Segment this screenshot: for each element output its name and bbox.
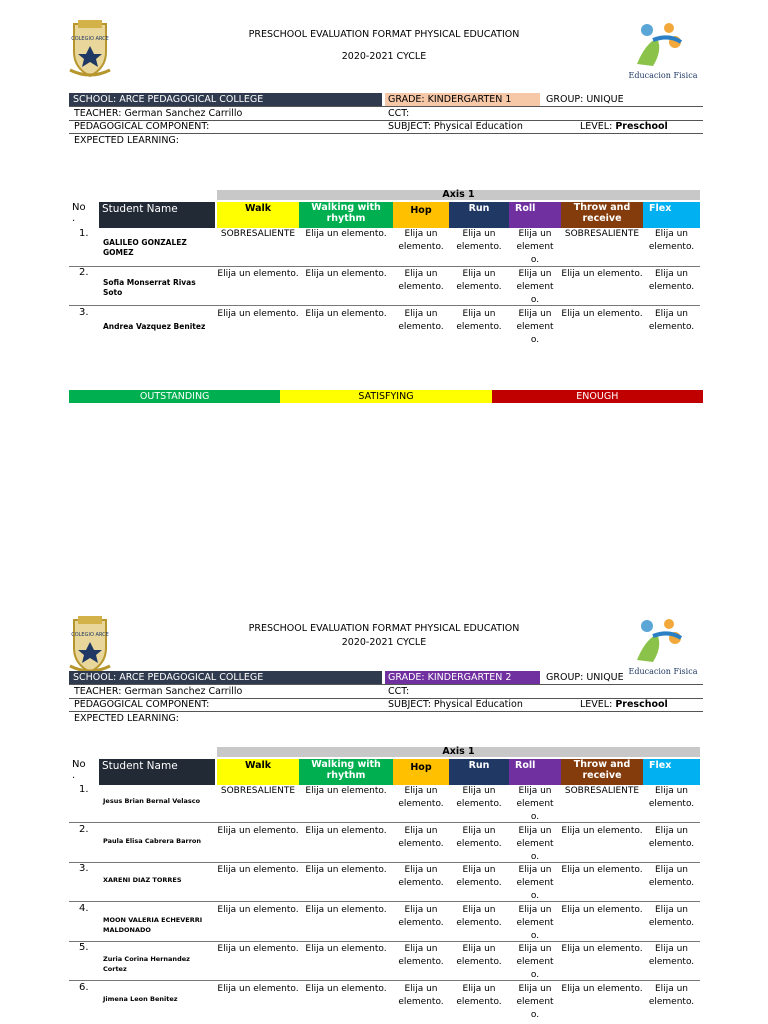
student-name: XARENI DIAZ TORRES bbox=[103, 876, 182, 884]
no-column-header: No . bbox=[72, 202, 86, 224]
grade-select[interactable]: Elija un elemento. bbox=[561, 944, 643, 954]
grade-select[interactable]: Elija un elemento. bbox=[217, 825, 299, 836]
grade-select[interactable]: Elija un elemento. bbox=[398, 944, 444, 967]
grade-select[interactable]: Elija un elemento. bbox=[648, 865, 695, 888]
col-run: Run bbox=[449, 759, 509, 785]
document-title: PRESCHOOL EVALUATION FORMAT PHYSICAL EDUCATION bbox=[248, 29, 520, 40]
school-label: SCHOOL: ARCE PEDAGOGICAL COLLEGE bbox=[69, 93, 382, 106]
row-number: 2. bbox=[79, 823, 89, 835]
row-number: 6. bbox=[79, 981, 89, 993]
info-row-component bbox=[69, 120, 703, 134]
col-walk: Walk bbox=[217, 202, 299, 228]
student-name: GALILEO GONZALEZ GOMEZ bbox=[103, 238, 187, 257]
grade-select[interactable]: Elija un elemento. bbox=[305, 229, 387, 239]
grade-select[interactable]: Elija un element o. bbox=[516, 825, 554, 862]
component-label: PEDAGOGICAL COMPONENT: bbox=[74, 121, 210, 132]
grade-select[interactable]: Elija un elemento. bbox=[561, 904, 643, 915]
level-label: LEVEL: Preschool bbox=[580, 121, 668, 132]
grade-select[interactable]: Elija un elemento. bbox=[456, 786, 502, 809]
grade-select[interactable]: Elija un elemento. bbox=[305, 825, 387, 836]
col-walking-rhythm: Walking with rhythm bbox=[299, 202, 393, 228]
grade-select[interactable]: Elija un element o. bbox=[516, 786, 554, 822]
grade-select[interactable]: SOBRESALIENTE bbox=[564, 786, 640, 796]
grade-select[interactable]: Elija un element o. bbox=[516, 269, 554, 305]
row-number: 5. bbox=[79, 942, 89, 953]
student-name: Paula Elisa Cabrera Barron bbox=[103, 836, 202, 845]
legend-outstanding: OUTSTANDING bbox=[69, 390, 280, 403]
expected-learning-label: EXPECTED LEARNING: bbox=[74, 135, 179, 146]
grade-select[interactable]: Elija un elemento. bbox=[648, 229, 695, 252]
group-label: GROUP: UNIQUE bbox=[546, 672, 624, 683]
grade-select[interactable]: SOBRESALIENTE bbox=[564, 229, 640, 239]
grade-select[interactable]: Elija un elemento. bbox=[305, 309, 387, 319]
info-row-teacher bbox=[69, 107, 703, 121]
grade-select[interactable]: Elija un elemento. bbox=[456, 309, 502, 332]
row-divider bbox=[69, 980, 700, 981]
grade-legend bbox=[69, 390, 703, 403]
svg-text:COLEGIO ARCE: COLEGIO ARCE bbox=[71, 632, 109, 638]
physical-education-logo bbox=[617, 20, 709, 82]
row-number: 2. bbox=[79, 267, 89, 278]
evaluation-table-2 bbox=[69, 747, 700, 1024]
row-divider bbox=[69, 822, 700, 823]
row-divider bbox=[69, 862, 700, 863]
grade-select[interactable]: Elija un elemento. bbox=[305, 269, 387, 279]
row-number: 4. bbox=[79, 902, 89, 914]
grade-select[interactable]: Elija un elemento. bbox=[648, 904, 695, 928]
row-number: 1. bbox=[79, 228, 89, 239]
grade-select[interactable]: Elija un elemento. bbox=[456, 983, 502, 1007]
grade-select[interactable]: Elija un element o. bbox=[516, 865, 554, 901]
college-crest-logo bbox=[68, 18, 112, 80]
grade-select[interactable]: Elija un elemento. bbox=[398, 269, 444, 292]
row-divider bbox=[69, 266, 700, 267]
grade-select[interactable]: SOBRESALIENTE bbox=[220, 229, 296, 239]
grade-select[interactable]: Elija un elemento. bbox=[305, 865, 387, 875]
teacher-label: TEACHER: German Sanchez Carrillo bbox=[74, 686, 243, 697]
grade-select[interactable]: SOBRESALIENTE bbox=[220, 786, 296, 796]
info-row-component bbox=[69, 698, 703, 712]
teacher-label: TEACHER: German Sanchez Carrillo bbox=[74, 108, 243, 119]
col-hop: Hop bbox=[393, 759, 449, 785]
grade-select[interactable]: Elija un elemento. bbox=[305, 944, 387, 954]
student-name: Sofia Monserrat Rivas Soto bbox=[103, 278, 196, 297]
col-throw-receive: Throw and receive bbox=[561, 759, 643, 785]
cycle-title: 2020-2021 CYCLE bbox=[341, 637, 427, 648]
grade-select[interactable]: Elija un elemento. bbox=[456, 865, 502, 888]
grade-select[interactable]: Elija un elemento. bbox=[561, 825, 643, 836]
col-roll: Roll bbox=[509, 759, 561, 785]
grade-select[interactable]: Elija un element o. bbox=[516, 904, 554, 941]
grade-select[interactable]: Elija un elemento. bbox=[217, 309, 299, 319]
grade-select[interactable]: Elija un elemento. bbox=[217, 269, 299, 279]
subject-label: SUBJECT: Physical Education bbox=[388, 121, 523, 132]
row-number: 3. bbox=[79, 307, 89, 318]
grade-select[interactable]: Elija un elemento. bbox=[217, 865, 299, 875]
college-crest-logo bbox=[68, 614, 112, 676]
group-label: GROUP: UNIQUE bbox=[546, 94, 624, 105]
grade-select[interactable]: Elija un elemento. bbox=[648, 825, 695, 849]
grade-select[interactable]: Elija un elemento. bbox=[456, 269, 502, 292]
student-name: Andrea Vazquez Benitez bbox=[103, 322, 206, 331]
grade-select[interactable]: Elija un elemento. bbox=[561, 269, 643, 279]
grade-select[interactable]: Elija un elemento. bbox=[648, 944, 695, 967]
legend-enough: ENOUGH bbox=[492, 390, 703, 403]
grade-select[interactable]: Elija un elemento. bbox=[398, 904, 444, 928]
student-name: MOON VALERIA ECHEVERRI MALDONADO bbox=[103, 915, 203, 934]
svg-text:Educacion Fisica: Educacion Fisica bbox=[628, 71, 698, 80]
info-row-school bbox=[69, 93, 703, 107]
info-row-expected bbox=[69, 712, 703, 725]
student-name-header: Student Name bbox=[99, 759, 215, 785]
grade-select[interactable]: Elija un elemento. bbox=[648, 269, 695, 292]
grade-select[interactable]: Elija un elemento. bbox=[217, 944, 299, 954]
row-number: 3. bbox=[79, 863, 89, 874]
grade-label: GRADE: KINDERGARTEN 1 bbox=[385, 93, 540, 106]
cct-label: CCT: bbox=[388, 686, 410, 697]
student-name: Zuria Corina Hernandez Cortez bbox=[103, 955, 190, 973]
evaluation-table-1 bbox=[69, 190, 700, 350]
cycle-title: 2020-2021 CYCLE bbox=[341, 51, 427, 62]
axis-header: Axis 1 bbox=[217, 747, 700, 757]
col-walking-rhythm: Walking with rhythm bbox=[299, 759, 393, 785]
row-divider bbox=[69, 305, 700, 306]
grade-select[interactable]: Elija un element o. bbox=[516, 229, 554, 265]
grade-select[interactable]: Elija un elemento. bbox=[456, 825, 502, 849]
info-row-teacher bbox=[69, 685, 703, 699]
grade-select[interactable]: Elija un elemento. bbox=[456, 944, 502, 967]
school-label: SCHOOL: ARCE PEDAGOGICAL COLLEGE bbox=[69, 671, 382, 684]
expected-learning-label: EXPECTED LEARNING: bbox=[74, 713, 179, 724]
grade-select[interactable]: Elija un elemento. bbox=[305, 786, 387, 796]
student-name-header: Student Name bbox=[99, 202, 215, 228]
col-throw-receive: Throw and receive bbox=[561, 202, 643, 228]
grade-select[interactable]: Elija un elemento. bbox=[398, 825, 444, 849]
grade-select[interactable]: Elija un elemento. bbox=[561, 983, 643, 994]
grade-select[interactable]: Elija un elemento. bbox=[398, 983, 444, 1007]
axis-header: Axis 1 bbox=[217, 190, 700, 200]
grade-select[interactable]: Elija un elemento. bbox=[561, 309, 643, 319]
grade-select[interactable]: Elija un elemento. bbox=[305, 904, 387, 915]
info-row-school bbox=[69, 671, 703, 685]
grade-select[interactable]: Elija un elemento. bbox=[648, 786, 695, 809]
subject-label: SUBJECT: Physical Education bbox=[388, 699, 523, 710]
student-name: Jesus Brian Bernal Velasco bbox=[103, 797, 201, 805]
grade-select[interactable]: Elija un elemento. bbox=[217, 904, 299, 915]
col-run: Run bbox=[449, 202, 509, 228]
grade-select[interactable]: Elija un elemento. bbox=[456, 904, 502, 928]
svg-text:COLEGIO ARCE: COLEGIO ARCE bbox=[71, 36, 109, 42]
grade-select[interactable]: Elija un elemento. bbox=[398, 309, 444, 332]
grade-select[interactable]: Elija un element o. bbox=[516, 983, 554, 1020]
grade-select[interactable]: Elija un elemento. bbox=[305, 983, 387, 994]
cct-label: CCT: bbox=[388, 108, 410, 119]
grade-select[interactable]: Elija un elemento. bbox=[561, 865, 643, 875]
document-title: PRESCHOOL EVALUATION FORMAT PHYSICAL EDUCATION bbox=[248, 623, 520, 634]
grade-select[interactable]: Elija un elemento. bbox=[648, 983, 695, 1007]
level-label: LEVEL: Preschool bbox=[580, 699, 668, 710]
row-number: 1. bbox=[79, 784, 89, 795]
grade-select[interactable]: Elija un elemento. bbox=[398, 229, 444, 252]
grade-label: GRADE: KINDERGARTEN 2 bbox=[385, 671, 540, 684]
physical-education-logo bbox=[617, 616, 709, 678]
col-flex: Flex bbox=[643, 759, 700, 785]
svg-text:Educacion Fisica: Educacion Fisica bbox=[628, 667, 698, 676]
legend-satisfying: SATISFYING bbox=[280, 390, 491, 403]
grade-select[interactable]: Elija un element o. bbox=[516, 944, 554, 980]
col-flex: Flex bbox=[643, 202, 700, 228]
col-walk: Walk bbox=[217, 759, 299, 785]
info-row-expected bbox=[69, 134, 703, 147]
col-hop: Hop bbox=[393, 202, 449, 228]
grade-select[interactable]: Elija un elemento. bbox=[648, 309, 695, 332]
grade-select[interactable]: Elija un element o. bbox=[516, 309, 554, 345]
col-roll: Roll bbox=[509, 202, 561, 228]
grade-select[interactable]: Elija un elemento. bbox=[398, 786, 444, 809]
no-column-header: No . bbox=[72, 759, 86, 781]
component-label: PEDAGOGICAL COMPONENT: bbox=[74, 699, 210, 710]
student-name: Jimena Leon Benitez bbox=[103, 994, 178, 1003]
row-divider bbox=[69, 941, 700, 942]
grade-select[interactable]: Elija un elemento. bbox=[398, 865, 444, 888]
grade-select[interactable]: Elija un elemento. bbox=[456, 229, 502, 252]
row-divider bbox=[69, 901, 700, 902]
grade-select[interactable]: Elija un elemento. bbox=[217, 983, 299, 994]
